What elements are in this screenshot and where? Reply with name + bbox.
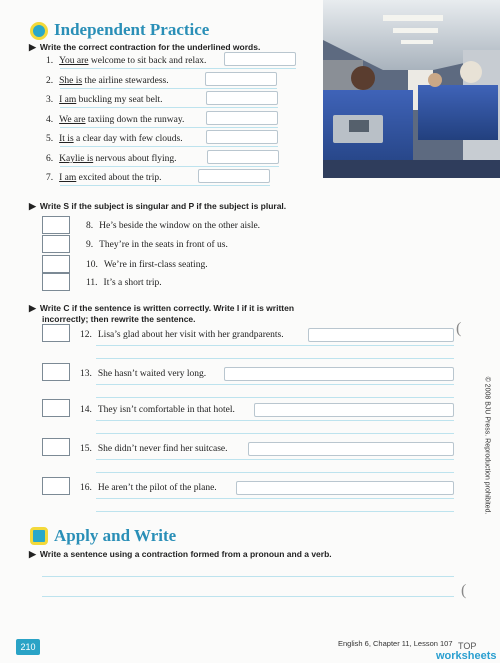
right-margin-mark: (	[456, 320, 462, 337]
list-item	[46, 95, 163, 105]
triangle-icon: ▶	[29, 42, 36, 52]
list-item	[86, 240, 228, 250]
list-item	[80, 444, 228, 454]
list-item	[46, 154, 177, 164]
list-item	[80, 369, 206, 379]
underlined-words: I am	[59, 95, 77, 105]
copyright-text: © 2008 BJU Press. Reproduction prohibited.	[483, 376, 491, 515]
item-text: nervous about flying.	[93, 154, 177, 164]
item-number: 15.	[80, 444, 92, 454]
list-item	[46, 76, 169, 86]
section-icon	[30, 527, 48, 545]
write-line[interactable]	[96, 358, 454, 359]
underlined-words: We are	[59, 115, 86, 125]
section-title: Independent Practice	[54, 20, 210, 39]
triangle-icon: ▶	[29, 201, 36, 211]
item-number: 9.	[86, 240, 94, 250]
list-item	[80, 483, 217, 493]
instruction-4: ▶ Write a sentence using a contraction formed from a pronoun and a verb.	[29, 549, 332, 559]
item-number: 3.	[46, 95, 54, 105]
item-number: 5.	[46, 134, 54, 144]
write-line	[60, 166, 279, 167]
write-line	[96, 420, 454, 421]
item-number: 7.	[46, 173, 54, 183]
item-number: 10.	[86, 260, 98, 270]
item-number: 16.	[80, 483, 92, 493]
answer-field[interactable]	[198, 169, 270, 183]
list-item	[46, 115, 184, 125]
underlined-words: I am	[59, 173, 77, 183]
answer-box[interactable]	[42, 324, 70, 342]
item-text: He aren’t the pilot of the plane.	[97, 483, 217, 493]
item-text: welcome to sit back and relax.	[88, 56, 207, 66]
write-line	[96, 498, 454, 499]
footer-text: English 6, Chapter 11, Lesson 107	[338, 639, 453, 648]
section-title: Apply and Write	[54, 526, 177, 545]
list-item	[46, 134, 183, 144]
item-number: 6.	[46, 154, 54, 164]
rewrite-field[interactable]	[224, 367, 454, 381]
item-text: the airline stewardess.	[82, 76, 169, 86]
answer-box[interactable]	[42, 399, 70, 417]
item-number: 11.	[86, 278, 98, 288]
watermark-worksheets: worksheets	[436, 650, 497, 662]
write-line	[96, 459, 454, 460]
answer-field[interactable]	[206, 111, 278, 125]
underlined-words: Kaylie is	[59, 154, 94, 164]
answer-field[interactable]	[207, 150, 279, 164]
underlined-words: It is	[59, 134, 74, 144]
item-number: 1.	[46, 56, 54, 66]
list-item	[86, 278, 162, 288]
page-number-badge	[16, 639, 40, 655]
instruction-3: ▶ Write C if the sentence is written correctly. Write I if it is written incorrectly; then rewrite the sentence.	[29, 303, 295, 324]
item-number: 13.	[80, 369, 92, 379]
write-line	[96, 384, 454, 385]
answer-box[interactable]	[42, 235, 70, 253]
write-line	[60, 127, 278, 128]
write-line	[60, 146, 278, 147]
item-text: He’s beside the window on the other aisle.	[99, 221, 261, 231]
answer-box[interactable]	[42, 438, 70, 456]
item-text: She hasn’t waited very long.	[97, 369, 207, 379]
item-text: They isn’t comfortable in that hotel.	[97, 405, 235, 415]
watermark-top: TOP	[458, 641, 477, 651]
list-item	[86, 260, 208, 270]
write-line[interactable]	[96, 511, 454, 512]
answer-field[interactable]	[224, 52, 296, 66]
item-text: We’re in first-class seating.	[103, 260, 208, 270]
write-line	[96, 345, 454, 346]
item-text: buckling my seat belt.	[76, 95, 163, 105]
answer-box[interactable]	[42, 477, 70, 495]
write-line[interactable]	[42, 576, 454, 577]
rewrite-field[interactable]	[236, 481, 454, 495]
write-line[interactable]	[96, 397, 454, 398]
write-line	[60, 185, 270, 186]
item-number: 2.	[46, 76, 54, 86]
write-line[interactable]	[96, 472, 454, 473]
item-text: They’re in the seats in front of us.	[99, 240, 228, 250]
item-number: 8.	[86, 221, 94, 231]
rewrite-field[interactable]	[248, 442, 454, 456]
answer-box[interactable]	[42, 363, 70, 381]
section-icon	[30, 22, 48, 40]
list-item	[80, 330, 284, 340]
answer-box[interactable]	[42, 273, 70, 291]
answer-field[interactable]	[205, 72, 277, 86]
answer-field[interactable]	[206, 130, 278, 144]
item-text: She didn’t never find her suitcase.	[97, 444, 228, 454]
item-number: 12.	[80, 330, 92, 340]
item-text: Lisa’s glad about her visit with her grandparents.	[97, 330, 284, 340]
list-item	[80, 405, 235, 415]
write-line[interactable]	[42, 596, 454, 597]
write-line	[60, 68, 296, 69]
write-line[interactable]	[96, 433, 454, 434]
instruction-1: ▶ Write the correct contraction for the underlined words.	[29, 42, 261, 52]
item-text: taxiing down the runway.	[85, 115, 185, 125]
underlined-words: She is	[59, 76, 83, 86]
list-item	[46, 173, 162, 183]
rewrite-field[interactable]	[254, 403, 454, 417]
item-text: a clear day with few clouds.	[73, 134, 183, 144]
item-text: It’s a short trip.	[103, 278, 162, 288]
answer-field[interactable]	[206, 91, 278, 105]
list-item	[46, 56, 206, 66]
write-line	[60, 88, 277, 89]
write-line	[60, 107, 278, 108]
airplane-cabin-photo	[323, 0, 500, 178]
underlined-words: You are	[59, 56, 89, 66]
rewrite-field[interactable]	[308, 328, 454, 342]
answer-box[interactable]	[42, 216, 70, 234]
item-number: 14.	[80, 405, 92, 415]
item-text: excited about the trip.	[76, 173, 162, 183]
triangle-icon: ▶	[29, 549, 36, 559]
instruction-2: ▶ Write S if the subject is singular and P if the subject is plural.	[29, 201, 287, 211]
answer-box[interactable]	[42, 255, 70, 273]
item-number: 4.	[46, 115, 54, 125]
triangle-icon: ▶	[29, 303, 36, 313]
page-number: 210	[20, 642, 36, 652]
right-margin-mark: (	[461, 582, 467, 599]
list-item	[86, 221, 260, 231]
